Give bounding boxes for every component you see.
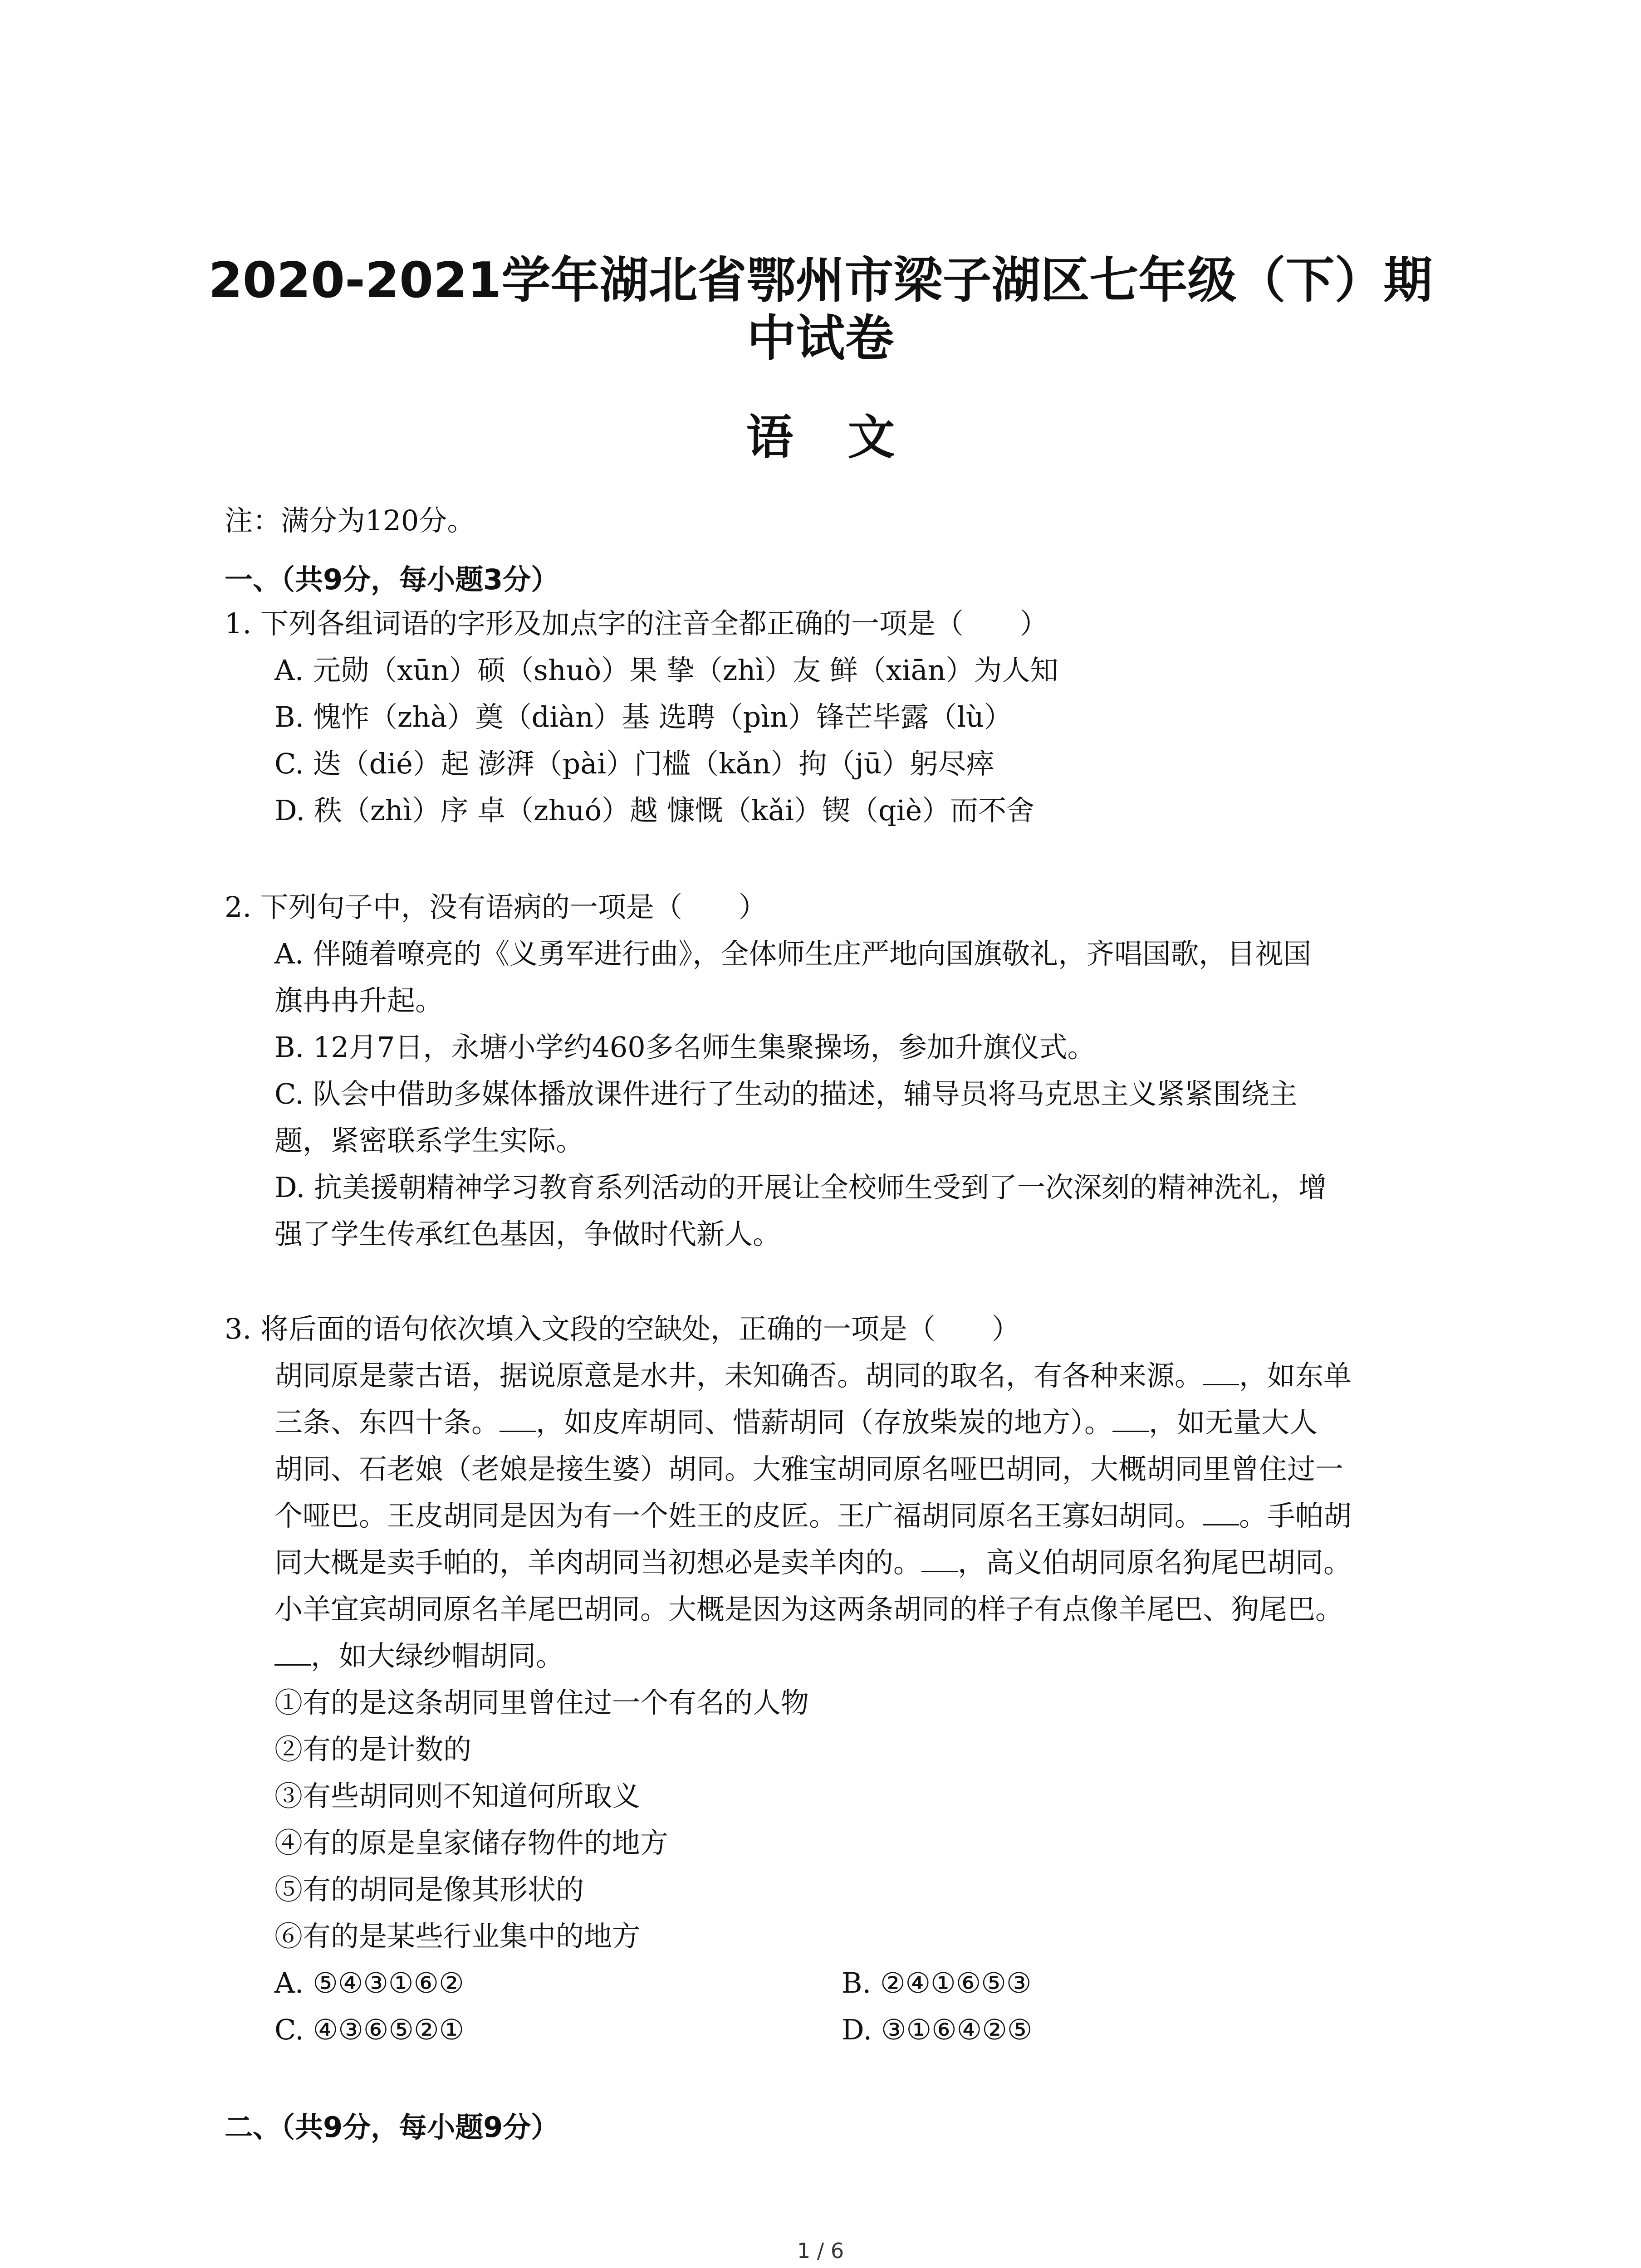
passage-line bbox=[274, 1451, 1343, 1487]
sentence-option-1: ①有的是这条胡同里曾住过一个有名的人物 bbox=[274, 1686, 809, 1719]
passage-line bbox=[274, 1498, 1352, 1534]
passage-text: ，如东单 bbox=[1239, 1359, 1352, 1392]
passage-line bbox=[274, 1358, 1352, 1394]
question-1-option-d: D. 秩（zhì）序 卓（zhuó）越 慷慨（kǎi）锲（qiè）而不舍 bbox=[274, 794, 1035, 827]
passage-line bbox=[274, 1638, 564, 1674]
question-2-option-d-cont: 强了学生传承红色基因，争做时代新人。 bbox=[274, 1217, 781, 1251]
question-3-stem: 3. 将后面的语句依次填入文段的空缺处，正确的一项是（ ） bbox=[225, 1312, 1020, 1345]
sentence-option-5: ⑤有的胡同是像其形状的 bbox=[274, 1873, 584, 1906]
fill-blank bbox=[1203, 1360, 1239, 1385]
question-2-option-b: B. 12月7日，永塘小学约460多名师生集聚操场，参加升旗仪式。 bbox=[274, 1031, 1096, 1064]
question-2-option-c: C. 队会中借助多媒体播放课件进行了生动的描述，辅导员将马克思主义紧紧围绕主 bbox=[274, 1077, 1298, 1110]
question-3-option-b: B. ②④①⑥⑤③ bbox=[842, 1966, 1032, 1999]
passage-text: ，如皮库胡同、惜薪胡同（存放柴炭的地方）。 bbox=[536, 1406, 1113, 1439]
question-2-option-c-cont: 题，紧密联系学生实际。 bbox=[274, 1124, 584, 1157]
passage-text: 胡同原是蒙古语，据说原意是水井，未知确否。胡同的取名，有各种来源。 bbox=[274, 1359, 1203, 1392]
subject-heading: 语文 bbox=[746, 410, 950, 465]
passage-line bbox=[274, 1545, 1352, 1581]
fill-blank bbox=[1203, 1501, 1239, 1525]
passage-text: 同大概是卖手帕的，羊肉胡同当初想必是卖羊肉的。 bbox=[274, 1546, 922, 1579]
sentence-option-6: ⑥有的是某些行业集中的地方 bbox=[274, 1920, 641, 1953]
question-1-option-c: C. 迭（dié）起 澎湃（pài）门槛（kǎn）拘（jū）躬尽瘁 bbox=[274, 747, 994, 780]
question-2-option-a-cont: 旗冉冉升起。 bbox=[274, 984, 444, 1017]
passage-text: 三条、东四十条。 bbox=[274, 1406, 500, 1439]
question-2-stem: 2. 下列句子中，没有语病的一项是（ ） bbox=[225, 890, 767, 924]
fill-blank bbox=[921, 1547, 958, 1572]
question-1-stem: 1. 下列各组词语的字形及加点字的注音全都正确的一项是（ ） bbox=[225, 607, 1048, 640]
exam-title-line1: 2020-2021学年湖北省鄂州市梁子湖区七年级（下）期 bbox=[208, 252, 1433, 309]
fill-blank bbox=[1112, 1407, 1149, 1432]
question-3-option-c: C. ④③⑥⑤②① bbox=[274, 2013, 465, 2046]
passage-text: ，高义伯胡同原名狗尾巴胡同。 bbox=[958, 1546, 1352, 1579]
question-3-option-d: D. ③①⑥④②⑤ bbox=[842, 2013, 1033, 2046]
section-2-heading: 二、（共9分，每小题9分） bbox=[225, 2111, 559, 2144]
passage-text: 胡同、石老娘（老娘是接生婆）胡同。大雅宝胡同原名哑巴胡同，大概胡同里曾住过一 bbox=[274, 1452, 1344, 1486]
sentence-option-4: ④有的原是皇家储存物件的地方 bbox=[274, 1826, 669, 1859]
passage-text: 。手帕胡 bbox=[1239, 1499, 1352, 1532]
passage-line bbox=[274, 1591, 1343, 1628]
exam-title-line2: 中试卷 bbox=[747, 310, 894, 367]
question-1-option-b: B. 愧怍（zhà）奠（diàn）基 选聘（pìn）锋芒毕露（lù） bbox=[274, 700, 1012, 733]
passage-text: 个哑巴。王皮胡同是因为有一个姓王的皮匠。王广福胡同原名王寡妇胡同。 bbox=[274, 1499, 1203, 1532]
fill-blank bbox=[500, 1407, 536, 1432]
page-number: 1 / 6 bbox=[797, 2239, 844, 2263]
section-1-heading: 一、（共9分，每小题3分） bbox=[225, 563, 559, 596]
passage-text: ，如无量大人 bbox=[1149, 1406, 1318, 1439]
question-1-option-a: A. 元勋（xūn）硕（shuò）果 挚（zhì）友 鲜（xiān）为人知 bbox=[274, 654, 1058, 687]
passage-line bbox=[274, 1404, 1318, 1441]
fill-blank bbox=[274, 1641, 311, 1666]
passage-text: ，如大绿纱帽胡同。 bbox=[311, 1639, 564, 1672]
exam-title bbox=[136, 252, 1505, 368]
sentence-option-3: ③有些胡同则不知道何所取义 bbox=[274, 1779, 641, 1813]
question-3-option-a: A. ⑤④③①⑥② bbox=[274, 1966, 464, 1999]
question-2-option-d: D. 抗美援朝精神学习教育系列活动的开展让全校师生受到了一次深刻的精神洗礼，增 bbox=[274, 1171, 1327, 1204]
score-note: 注：满分为120分。 bbox=[225, 504, 475, 537]
question-2-option-a: A. 伴随着嘹亮的《义勇军进行曲》，全体师生庄严地向国旗敬礼，齐唱国歌，目视国 bbox=[274, 937, 1312, 970]
sentence-option-2: ②有的是计数的 bbox=[274, 1733, 472, 1766]
passage-text: 小羊宜宾胡同原名羊尾巴胡同。大概是因为这两条胡同的样子有点像羊尾巴、狗尾巴。 bbox=[274, 1593, 1344, 1626]
